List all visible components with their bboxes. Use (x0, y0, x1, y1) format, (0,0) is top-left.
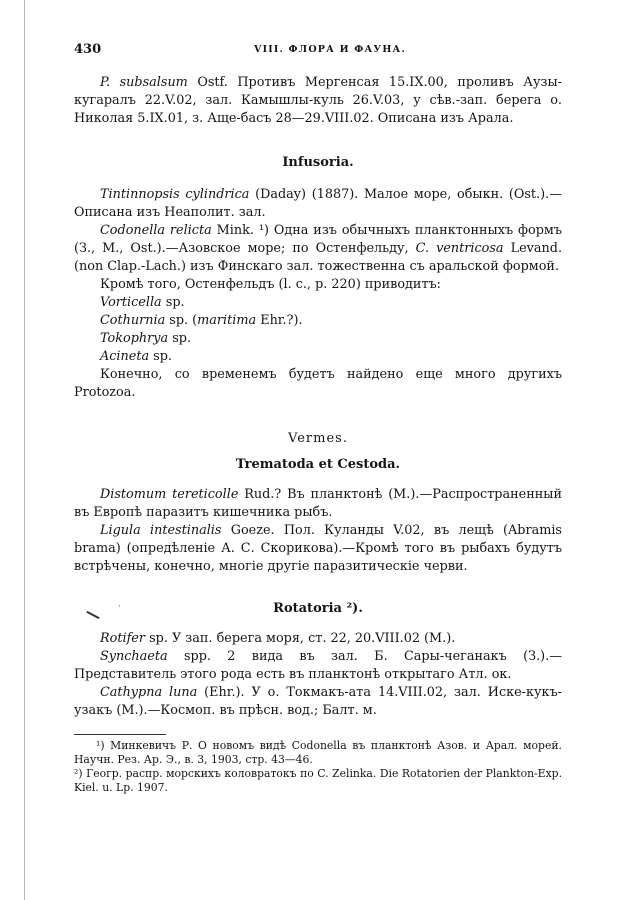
species-name: Ligula intestinalis (100, 523, 222, 538)
intro-paragraph (74, 74, 562, 128)
entry-text: sp. (149, 349, 172, 364)
species-name: Cathypna luna (100, 685, 198, 700)
running-head: VIII. ФЛОРА И ФАУНА. (254, 44, 406, 55)
list-item (74, 348, 562, 366)
entry-text: Ostf. Противъ Мергенсая 15.IX.00, проливъ Аузы-кугаралъ 22.V.02, зал. Камышлы-куль 26.V.03, у сѣв.-зап. берега о. Николая 5.IX.01, з. Аще-басъ 28—29.VIII.02. Описана изъ Арала. (74, 75, 562, 126)
entry-paragraph (74, 186, 562, 222)
page-body (74, 30, 562, 795)
rotatoria-heading-row (74, 600, 562, 630)
footnote: ¹) Минкевичъ Р. О новомъ видѣ Codonella въ планктонѣ Азов. и Арал. морей. Научн. Рез. Ар. Э., в. 3, 1903, стр. 43—46. (74, 739, 562, 766)
entry-paragraph (74, 648, 562, 684)
closing-paragraph: Конечно, со временемъ будетъ найдено еще много другихъ Protozoa. (74, 367, 562, 400)
entry-text: (Daday) (1887). Малое море, обыкн. (Ost.).—Описана изъ Неаполит. зал. (74, 187, 562, 220)
entry-text: Mink. ¹) Одна изъ обычныхъ планктонныхъ формъ (З., М., Ost.).—Азовское море; по Остенфельду, (74, 223, 563, 256)
footnote: ²) Геогр. распр. морскихъ коловратокъ по C. Zelinka. Die Rotatorien der Plankton-Exp. Kiel. u. Lp. 1907. (74, 767, 562, 794)
entry-text: (Ehr.). У о. Токмакъ-ата 14.VIII.02, зал. Иске-кукъ-узакъ (М.).—Космоп. въ прѣсн. вод.; Балт. м. (74, 685, 562, 718)
entry-paragraph (74, 630, 562, 648)
entry-text: sp. (168, 331, 192, 346)
page-header (74, 30, 562, 57)
species-name: Cothurnia (100, 313, 166, 328)
species-name: Distomum tereticolle (100, 487, 239, 502)
species-name: P. subsalsum (100, 75, 188, 90)
species-name: Codonella relicta (100, 223, 212, 238)
entry-text: Ehr.?). (256, 313, 303, 328)
species-name: Rotifer (100, 631, 146, 646)
entry-paragraph (74, 486, 562, 522)
footnote-rule (74, 734, 166, 735)
list-item (74, 312, 562, 330)
entry-text: Rud.? Въ планктонѣ (М.).—Распространенный въ Европѣ паразитъ кишечника рыбъ. (74, 487, 562, 520)
list-item (74, 294, 562, 312)
entry-paragraph (74, 222, 562, 276)
entry-text: Goeze. Пол. Куланды V.02, въ лещѣ (Abramis brama) (опредѣленіе А. С. Скорикова).—Кромѣ того въ рыбахъ будутъ встрѣчены, конечно, многіе другіе паразитическіе черви. (74, 523, 562, 574)
section-heading-rotatoria: Rotatoria ²). (273, 601, 363, 616)
section-heading-vermes: Vermes. (288, 431, 348, 446)
species-name: maritima (197, 313, 257, 328)
species-name: Tokophrya (100, 331, 169, 346)
species-name: Acineta (100, 349, 150, 364)
list-item (74, 330, 562, 348)
entry-text: sp. (161, 295, 185, 310)
species-name: C. ventricosa (415, 241, 504, 256)
species-name: Synchaeta (100, 649, 168, 664)
page-spine (24, 0, 25, 900)
entry-text: Levand. (non Clap.-Lach.) изъ Финскаго зал. тожественна съ аральской формой. (74, 241, 563, 274)
entry-paragraph (74, 522, 562, 576)
species-name: Vorticella (100, 295, 162, 310)
entry-text: spp. 2 вида въ зал. Б. Сары-чеганакъ (З.).—Представитель этого рода есть въ планктонѣ открытаго Атл. ок. (74, 649, 562, 682)
species-name: Tintinnopsis cylindrica (100, 187, 250, 202)
entry-text: sp. У зап. берега моря, ст. 22, 20.VIII.02 (М.). (145, 631, 456, 646)
margin-speck: · (118, 602, 121, 612)
entry-text: sp. ( (165, 313, 198, 328)
section-heading-infusoria: Infusoria. (282, 155, 354, 170)
entry-paragraph (74, 684, 562, 720)
page-number: 430 (74, 42, 102, 57)
list-intro: Кромѣ того, Остенфельдъ (l. c., p. 220) приводитъ: (100, 277, 441, 292)
subsection-heading: Trematoda et Cestoda. (235, 457, 401, 472)
